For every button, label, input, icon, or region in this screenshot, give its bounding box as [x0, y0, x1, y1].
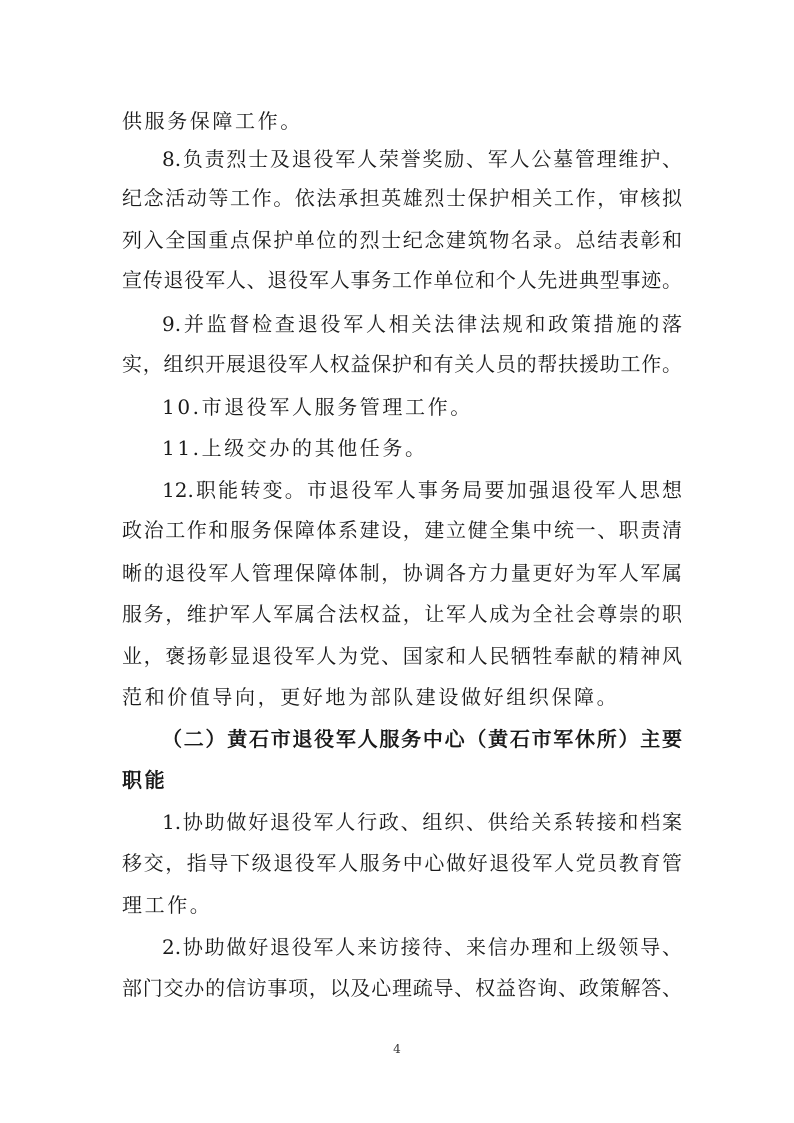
- text-line: 11.上级交办的其他任务。: [162, 436, 428, 460]
- text-line: 宣传退役军人、退役军人事务工作单位和个人先进典型事迹。: [122, 268, 682, 292]
- text-line: 理工作。: [122, 893, 213, 917]
- text-line: 业，褒扬彰显退役军人为党、国家和人民牺牲奉献的精神风: [122, 644, 682, 668]
- text-line: 12.职能转变。市退役军人事务局要加强退役军人思想: [162, 478, 682, 502]
- text-line: 政治工作和服务保障体系建设，建立健全集中统一、职责清: [122, 518, 682, 542]
- text-line: 晰的退役军人管理保障体制，协调各方力量更好为军人军属: [122, 561, 682, 585]
- text-line: 服务，维护军人军属合法权益，让军人成为全社会尊崇的职: [122, 602, 682, 626]
- text-line: 范和价值导向，更好地为部队建设做好组织保障。: [122, 685, 620, 709]
- text-line: 部门交办的信访事项，以及心理疏导、权益咨询、政策解答、: [122, 976, 682, 1000]
- page-number: 4: [393, 1042, 401, 1056]
- text-line: 8.负责烈士及退役军人荣誉奖励、军人公墓管理维护、: [162, 147, 682, 171]
- text-line: 2.协助做好退役军人来访接待、来信办理和上级领导、: [162, 935, 682, 959]
- section-heading: 职能: [122, 768, 168, 792]
- text-line: 10.市退役军人服务管理工作。: [162, 395, 473, 419]
- text-line: 供服务保障工作。: [122, 109, 303, 133]
- text-line: 实，组织开展退役军人权益保护和有关人员的帮扶援助工作。: [122, 352, 682, 376]
- text-line: 纪念活动等工作。依法承担英雄烈士保护相关工作，审核拟: [122, 186, 682, 210]
- section-heading: （二）黄石市退役军人服务中心（黄石市军休所）主要: [162, 727, 682, 751]
- text-line: 移交，指导下级退役军人服务中心做好退役军人党员教育管: [122, 851, 682, 875]
- text-line: 列入全国重点保护单位的烈士纪念建筑物名录。总结表彰和: [122, 228, 682, 252]
- text-line: 1.协助做好退役军人行政、组织、供给关系转接和档案: [162, 810, 682, 834]
- text-line: 9.并监督检查退役军人相关法律法规和政策措施的落: [162, 312, 682, 336]
